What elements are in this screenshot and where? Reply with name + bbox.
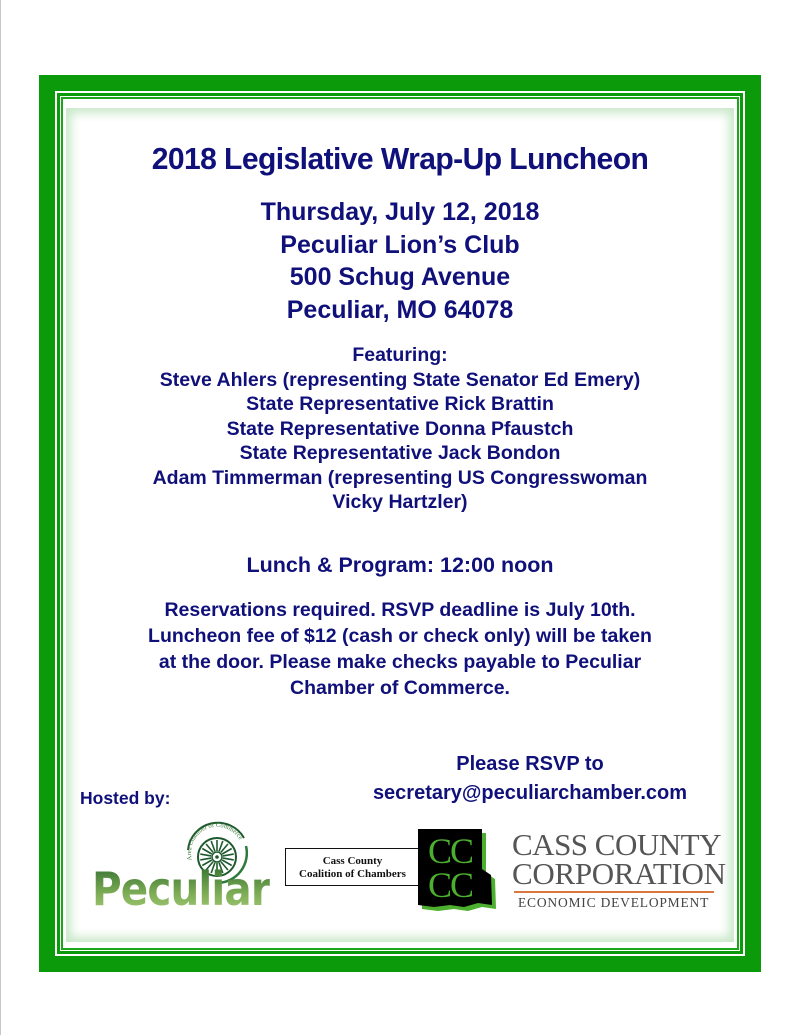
ccc-line-2: CORPORATION: [512, 856, 726, 891]
reservation-info: [66, 597, 734, 701]
reservation-line: Luncheon fee of $12 (cash or check only) will be taken: [148, 625, 652, 647]
rsvp-label: Please RSVP to: [456, 753, 604, 775]
coalition-line-1: Cass County: [322, 855, 383, 867]
monogram-bottom: CC: [427, 865, 473, 905]
venue-city: Peculiar, MO 64078: [286, 295, 514, 324]
speaker-line: Steve Ahlers (representing State Senator Ed Emery): [159, 368, 641, 391]
page-edge: [0, 0, 1, 1035]
featuring-section: [66, 343, 734, 515]
hosted-by-label: Hosted by:: [80, 788, 171, 808]
reservation-line: Reservations required. RSVP deadline is July 10th.: [164, 599, 636, 621]
monogram-top: CC: [427, 831, 473, 871]
peculiar-wordmark: Peculiar: [92, 862, 270, 916]
rsvp-block: [320, 750, 740, 808]
venue-street: 500 Schug Avenue: [289, 263, 511, 291]
lunch-program-time: Lunch & Program: 12:00 noon: [246, 553, 554, 577]
ccc-line-3: ECONOMIC DEVELOPMENT: [518, 895, 710, 910]
event-title: 2018 Legislative Wrap-Up Luncheon: [151, 141, 649, 176]
speaker-line: State Representative Rick Brattin: [246, 393, 554, 415]
event-details: [66, 196, 734, 326]
arc-text: Area Chamber of Commerce: [185, 821, 244, 862]
speaker-line: Vicky Hartzler): [332, 491, 468, 513]
event-date: Thursday, July 12, 2018: [260, 198, 540, 226]
reservation-line: at the door. Please make checks payable to Peculiar: [158, 651, 642, 673]
speaker-line: Adam Timmerman (representing US Congresswoman: [152, 466, 648, 489]
rsvp-email-link[interactable]: secretary@peculiarchamber.com: [372, 782, 688, 804]
speaker-line: State Representative Jack Bondon: [239, 442, 561, 464]
speaker-line: State Representative Donna Pfaustch: [226, 417, 574, 440]
ccc-divider: [514, 891, 714, 893]
coalition-name-box: [285, 848, 420, 886]
peculiar-chamber-logo: [90, 818, 270, 918]
ccc-line-1: CASS COUNTY: [512, 827, 721, 862]
featuring-heading: Featuring:: [352, 344, 448, 366]
coalition-line-2: Coalition of Chambers: [299, 868, 406, 880]
reservation-line: Chamber of Commerce.: [290, 677, 510, 699]
venue-name: Peculiar Lion’s Club: [280, 230, 520, 259]
cass-county-map-icon: [416, 829, 502, 913]
cass-county-corporation-logo: [512, 827, 726, 910]
